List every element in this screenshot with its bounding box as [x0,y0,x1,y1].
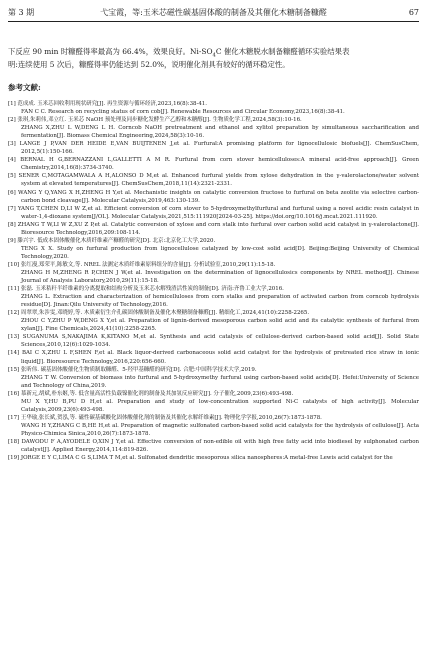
reference-text: [2] 张琪,朱莉伟,邓立红. 玉米芯 NaOH 预处理及同步糖化发酵生产乙醇和木糖醇[J]. 生物质化学工程,2024,58(3):10-16. [8,117,302,124]
reference-text: [10] 张红漫,郑荣平,陈敏文,等. NREL 法测定木质纤维素原料组分的含量[J]. 分析试验室,2010,29(11):15-18. [8,261,276,268]
reference-text: [18] DAWODU F A,AYODELE O,XIN J Y,et al. Effective conversion of non-edible oil with high free fatty acid into biodiesel by sulphonated carbon catalyst[J]. Applied Energy,2014,114:819-826. [8,438,419,454]
reference-item [8,172,419,188]
running-title: 弋宝霞，等:玉米芯磁性碳基固体酸的制备及其催化木糖制备糠醛 [100,8,327,17]
reference-translation: FAN C C. Research on recycling status of corn cob[J]. Renewable Resources and Circular Economy,2023,16(8):38-41. [21,109,345,116]
reference-translation: ZHANG H M,ZHENG R P,CHEN J W,et al. Investigation on the determination of lignocellulosics components by NREL method[J]. Chinese Journal of Analysis Laboratory,2010,29(11):15-18. [21,269,419,285]
references-heading: 参考文献: [8,83,41,92]
reference-text: [12] 周翠翠,朱涉雯,邓晓婷,等. 木质素衍生介孔碳固体酸制备及催化木聚糖制备糠醛[J]. 精细化工,2024,41(10):2258-2265. [8,310,310,317]
reference-item [8,438,419,454]
reference-translation: ZHOU C Y,ZHU P W,DENG X Y,et al. Preparation of lignin-derived mesoporous carbon solid acid and its catalytic synthesis of furfural from xylan[J]. Fine Chemicals,2024,41(10):2258-2265. [21,318,419,333]
reference-item [8,221,419,237]
running-header [8,6,419,20]
reference-item [8,454,419,462]
reference-text: [19] JORGE E Y C,LIMA C G S,LIMA T M,et al. Sulfonated dendritic mesoporous silica nanospheres:A metal-free Lewis acid catalyst for the [8,455,393,462]
reference-item [8,237,419,261]
reference-text: [3] LANGE J P,VAN DER HEIDE E,VAN BUIJTENEN J,et al. Furfural:A promising platform for lignocellulosic biofuels[J]. ChemSusChem, 2012,5(1):150-166. [8,141,419,156]
reference-text: [15] 张昕伟. 碳基固体酸催化生物质制取糠醛、5-羟甲基糠醛的研究[D]. 合肥:中国科学技术大学,2019. [8,366,257,373]
reference-text: [14] BAI C X,ZHU L F,SHEN F,et al. Black liquor-derived carbonaceous solid acid catalyst for the hydrolysis of pretreated rice straw in ionic liquid[J]. Bioresource Technology,2016,220:656-660. [8,350,419,365]
reference-item [8,349,419,365]
reference-text: [6] WANG Y Q,YANG X H,ZHENG H Y,et al. Mechanistic insights on catalytic conversion fructose to furfural on beta zeolite via selective carbon-carbon bond cleavage[J]. Molecular Catalysis,2019,463:130-139. [8,189,419,204]
reference-item [8,390,419,414]
reference-text: [9] 滕兴宇. 低成本固体酸催化木质纤维素产糠醛的研究[D]. 北京:北京化工大学,2020. [8,237,216,244]
header-rule [8,21,419,22]
reference-item [8,156,419,172]
reference-item [8,285,419,309]
reference-item [8,366,419,390]
reference-translation: ZHANG T W. Conversion of biomass into furfural and 5-hydroxymethy furfural using carbon-based solid acids[D]. Hefei:University of Science and Technology of China,2019. [21,374,419,389]
page-number: 67 [408,8,419,17]
reference-translation: MU X Y,HU B,PU D H,et al. Preparation and study of low-concentration supported Ni-C catalysts of high activity[J]. Molecular Catalysis,2009,23(6):493-498. [21,398,419,413]
reference-item [8,261,419,285]
reference-text: [1] 范成成. 玉米芯回收利用现状研究[J]. 再生资源与循环经济,2023,16(8):38-41. [8,101,207,107]
reference-text: [11] 张磊. 玉米秸秆半纤维素的分离提取和结构分析及玉米芯水解残渣活性炭的制备[D]. 济南:齐鲁工业大学,2016. [8,286,284,293]
reference-text: [4] BERNAL H G,BERNAZZANI L,GALLETTI A M R. Furfural from corn stover hemicelluloses:A mineral acid-free approach[J]. Green Chemistry,2014,16(8):3734-3740. [8,157,419,172]
reference-text: [7] YANG T,CHEN D,LI W Z,et al. Efficient conversion of corn stover to 5-hydroxymethylfurfural and furfural using a novel acidic resin catalyst in water-1,4-dioxane system[J/OL]. Molecular Catalysis,2021,515:111920[2024-03-25]. https://doi.org/10.1016/j.mcat.2021.111920. [8,205,419,220]
reference-translation: ZHANG L. Extraction and characterization of hemicelluloses from corn stalks and preparation of activated carbon from corncob hydrolysis residue[D]. Jinan:Qilu University of Technology,2016. [21,294,419,309]
reference-list [8,100,419,462]
reference-item [8,205,419,221]
reference-text: [16] 慕新元,胡斌,朴东姬,等. 低含量高活性负载镍催化剂的制备及其加氢反应研究[J]. 分子催化,2009,23(6):493-498. [8,390,294,397]
reference-text: [17] 王华瑜,张长斌,贺泓,等. 磁性碳基磺酸化固体酸催化剂的制备及其催化水解纤维素[J]. 物理化学学报,2010,26(7):1873-1878. [8,414,322,421]
body-paragraph [8,45,419,71]
reference-item [8,189,419,205]
reference-translation: TENG X X. Study on furfural production from lignocellulose catalyzed by low-cost solid acid[D]. Beijing:Beijing University of Chemical Technology,2020. [21,245,419,260]
reference-item [8,100,419,116]
reference-item [8,309,419,333]
issue-label: 第 3 期 [8,8,35,17]
reference-text: [5] SENER C,MOTAGAMWALA A H,ALONSO D M,et al. Enhanced furfural yields from xylose dehydration in the γ-valerolactone/water solvent system at elevated temperatures[J]. ChemSusChem,2018,11(14):2321-2331. [8,173,419,188]
reference-item [8,414,419,438]
body-line-2: 明:连续使用 5 次后，糠醛得率仍能达到 52.0%，说明催化剂具有较好的循环稳定性。 [8,60,290,69]
reference-item [8,333,419,349]
reference-translation: ZHANG X,ZHU L W,DENG L H. Corncob NaOH pretreatment and ethanol and xylitol preparation by simultaneous saccharification and fermentation[J]. Biomass Chemical Engineering,2024,58(3):10-16. [21,125,419,140]
reference-translation: WANG H Y,ZHANG C B,HE H,et al. Preparation of magnetic sulfonated carbon-based solid acid catalysts for the hydrolysis of cellulose[J]. Acta Physico-Chimica Sinica,2010,26(7):1873-1878. [21,422,419,437]
reference-text: [13] SUGANUMA S,NAKAJIMA K,KITANO M,et al. Synthesis and acid catalysis of cellulose-derived carbon-based solid acid[J]. Solid State Sciences,2010,12(6):1029-1034. [8,334,419,349]
reference-item [8,140,419,156]
reference-text: [8] ZHANG T W,LI W Z,XU Z P,et al. Catalytic conversion of xylose and corn stalk into furfural over carbon solid acid catalyst in γ-valerolactone[J]. Bioresource Technology,2016,209:108-114. [8,221,419,236]
body-line-1: 下反应 90 min 时糠醛得率最高为 66.4%，效果良好。$Ni-SO_4C$ 催化木糖脱水制备糠醛循环实验结果表 [8,47,350,59]
reference-item [8,116,419,140]
